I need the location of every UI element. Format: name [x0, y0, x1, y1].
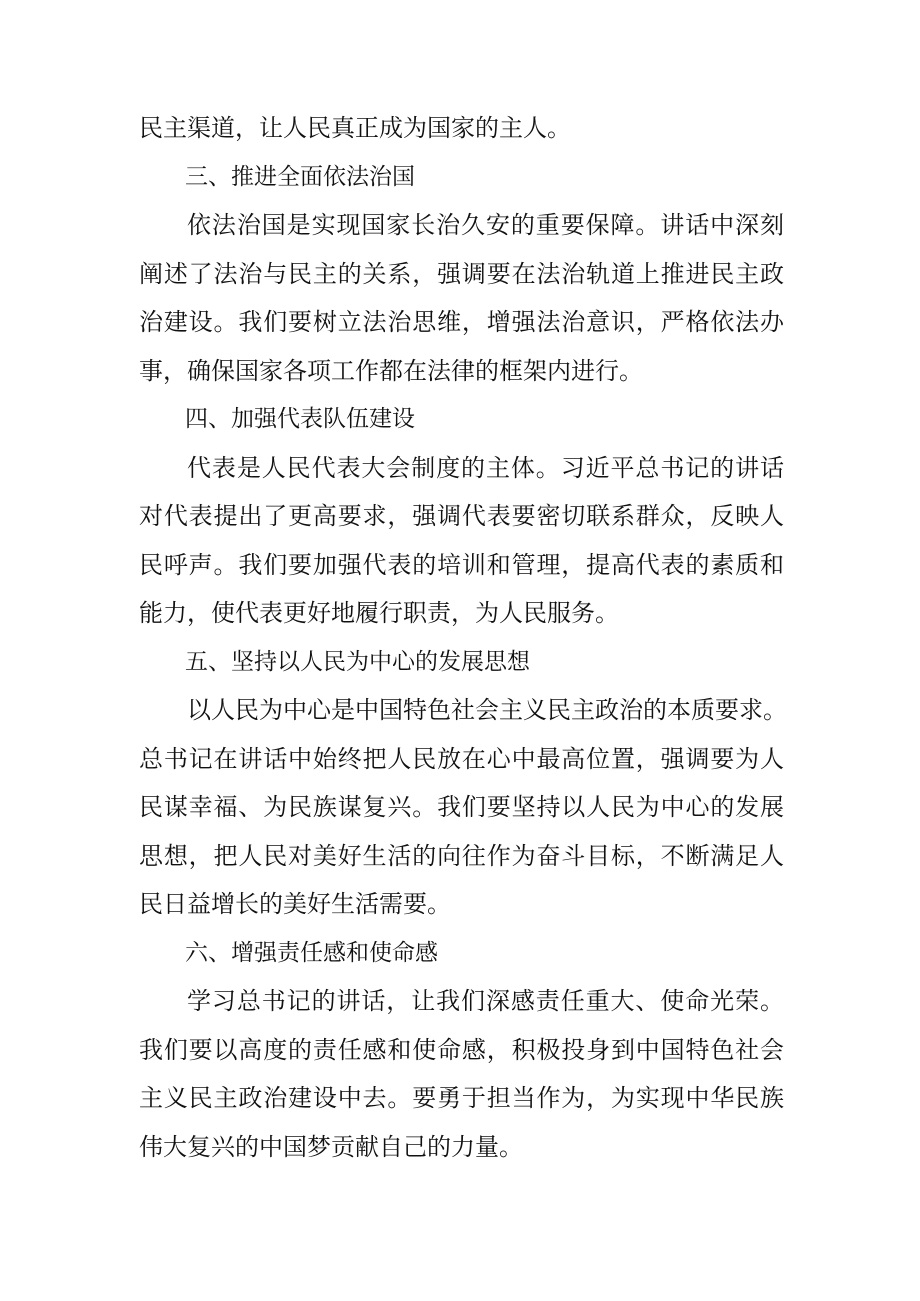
paragraph-line: 总书记在讲话中始终把人民放在心中最高位置，强调要为人: [139, 744, 784, 773]
paragraph-line: 我们要以高度的责任感和使命感，积极投身到中国特色社会: [139, 1035, 784, 1064]
paragraph-line: 主义民主政治建设中去。要勇于担当作为，为实现中华民族: [139, 1084, 784, 1112]
paragraph-line: 能力，使代表更好地履行职责，为人民服务。: [139, 599, 619, 627]
paragraph-line: 学习总书记的讲话，让我们深感责任重大、使命光荣。: [187, 987, 784, 1015]
paragraph-line: 民主渠道，让人民真正成为国家的主人。: [139, 114, 571, 142]
paragraph-line: 民谋幸福、为民族谋复兴。我们要坚持以人民为中心的发展: [139, 793, 784, 821]
section-heading: 六、增强责任感和使命感: [185, 939, 438, 966]
paragraph-line: 治建设。我们要树立法治思维，增强法治意识，严格依法办: [139, 308, 784, 336]
paragraph-line: 思想，把人民对美好生活的向往作为奋斗目标，不断满足人: [139, 841, 784, 870]
paragraph-line: 伟大复兴的中国梦贡献自己的力量。: [139, 1132, 523, 1161]
document-body: [139, 104, 787, 1171]
paragraph-line: 对代表提出了更高要求，强调代表要密切联系群众，反映人: [139, 502, 784, 530]
paragraph-line: 代表是人民代表大会制度的主体。习近平总书记的讲话: [187, 453, 784, 482]
section-heading: 四、加强代表队伍建设: [185, 406, 415, 432]
paragraph-line: 以人民为中心是中国特色社会主义民主政治的本质要求。: [187, 696, 787, 724]
paragraph-line: 事，确保国家各项工作都在法律的框架内进行。: [139, 356, 643, 385]
section-heading: 三、推进全面依法治国: [185, 163, 415, 190]
paragraph-line: 依法治国是实现国家长治久安的重要保障。讲话中深刻: [187, 211, 784, 239]
paragraph-line: 民日益增长的美好生活需要。: [139, 890, 451, 918]
paragraph-line: 民呼声。我们要加强代表的培训和管理，提高代表的素质和: [139, 550, 784, 579]
section-heading: 五、坚持以人民为中心的发展思想: [185, 648, 530, 675]
paragraph-line: 阐述了法治与民主的关系，强调要在法治轨道上推进民主政: [139, 259, 784, 288]
